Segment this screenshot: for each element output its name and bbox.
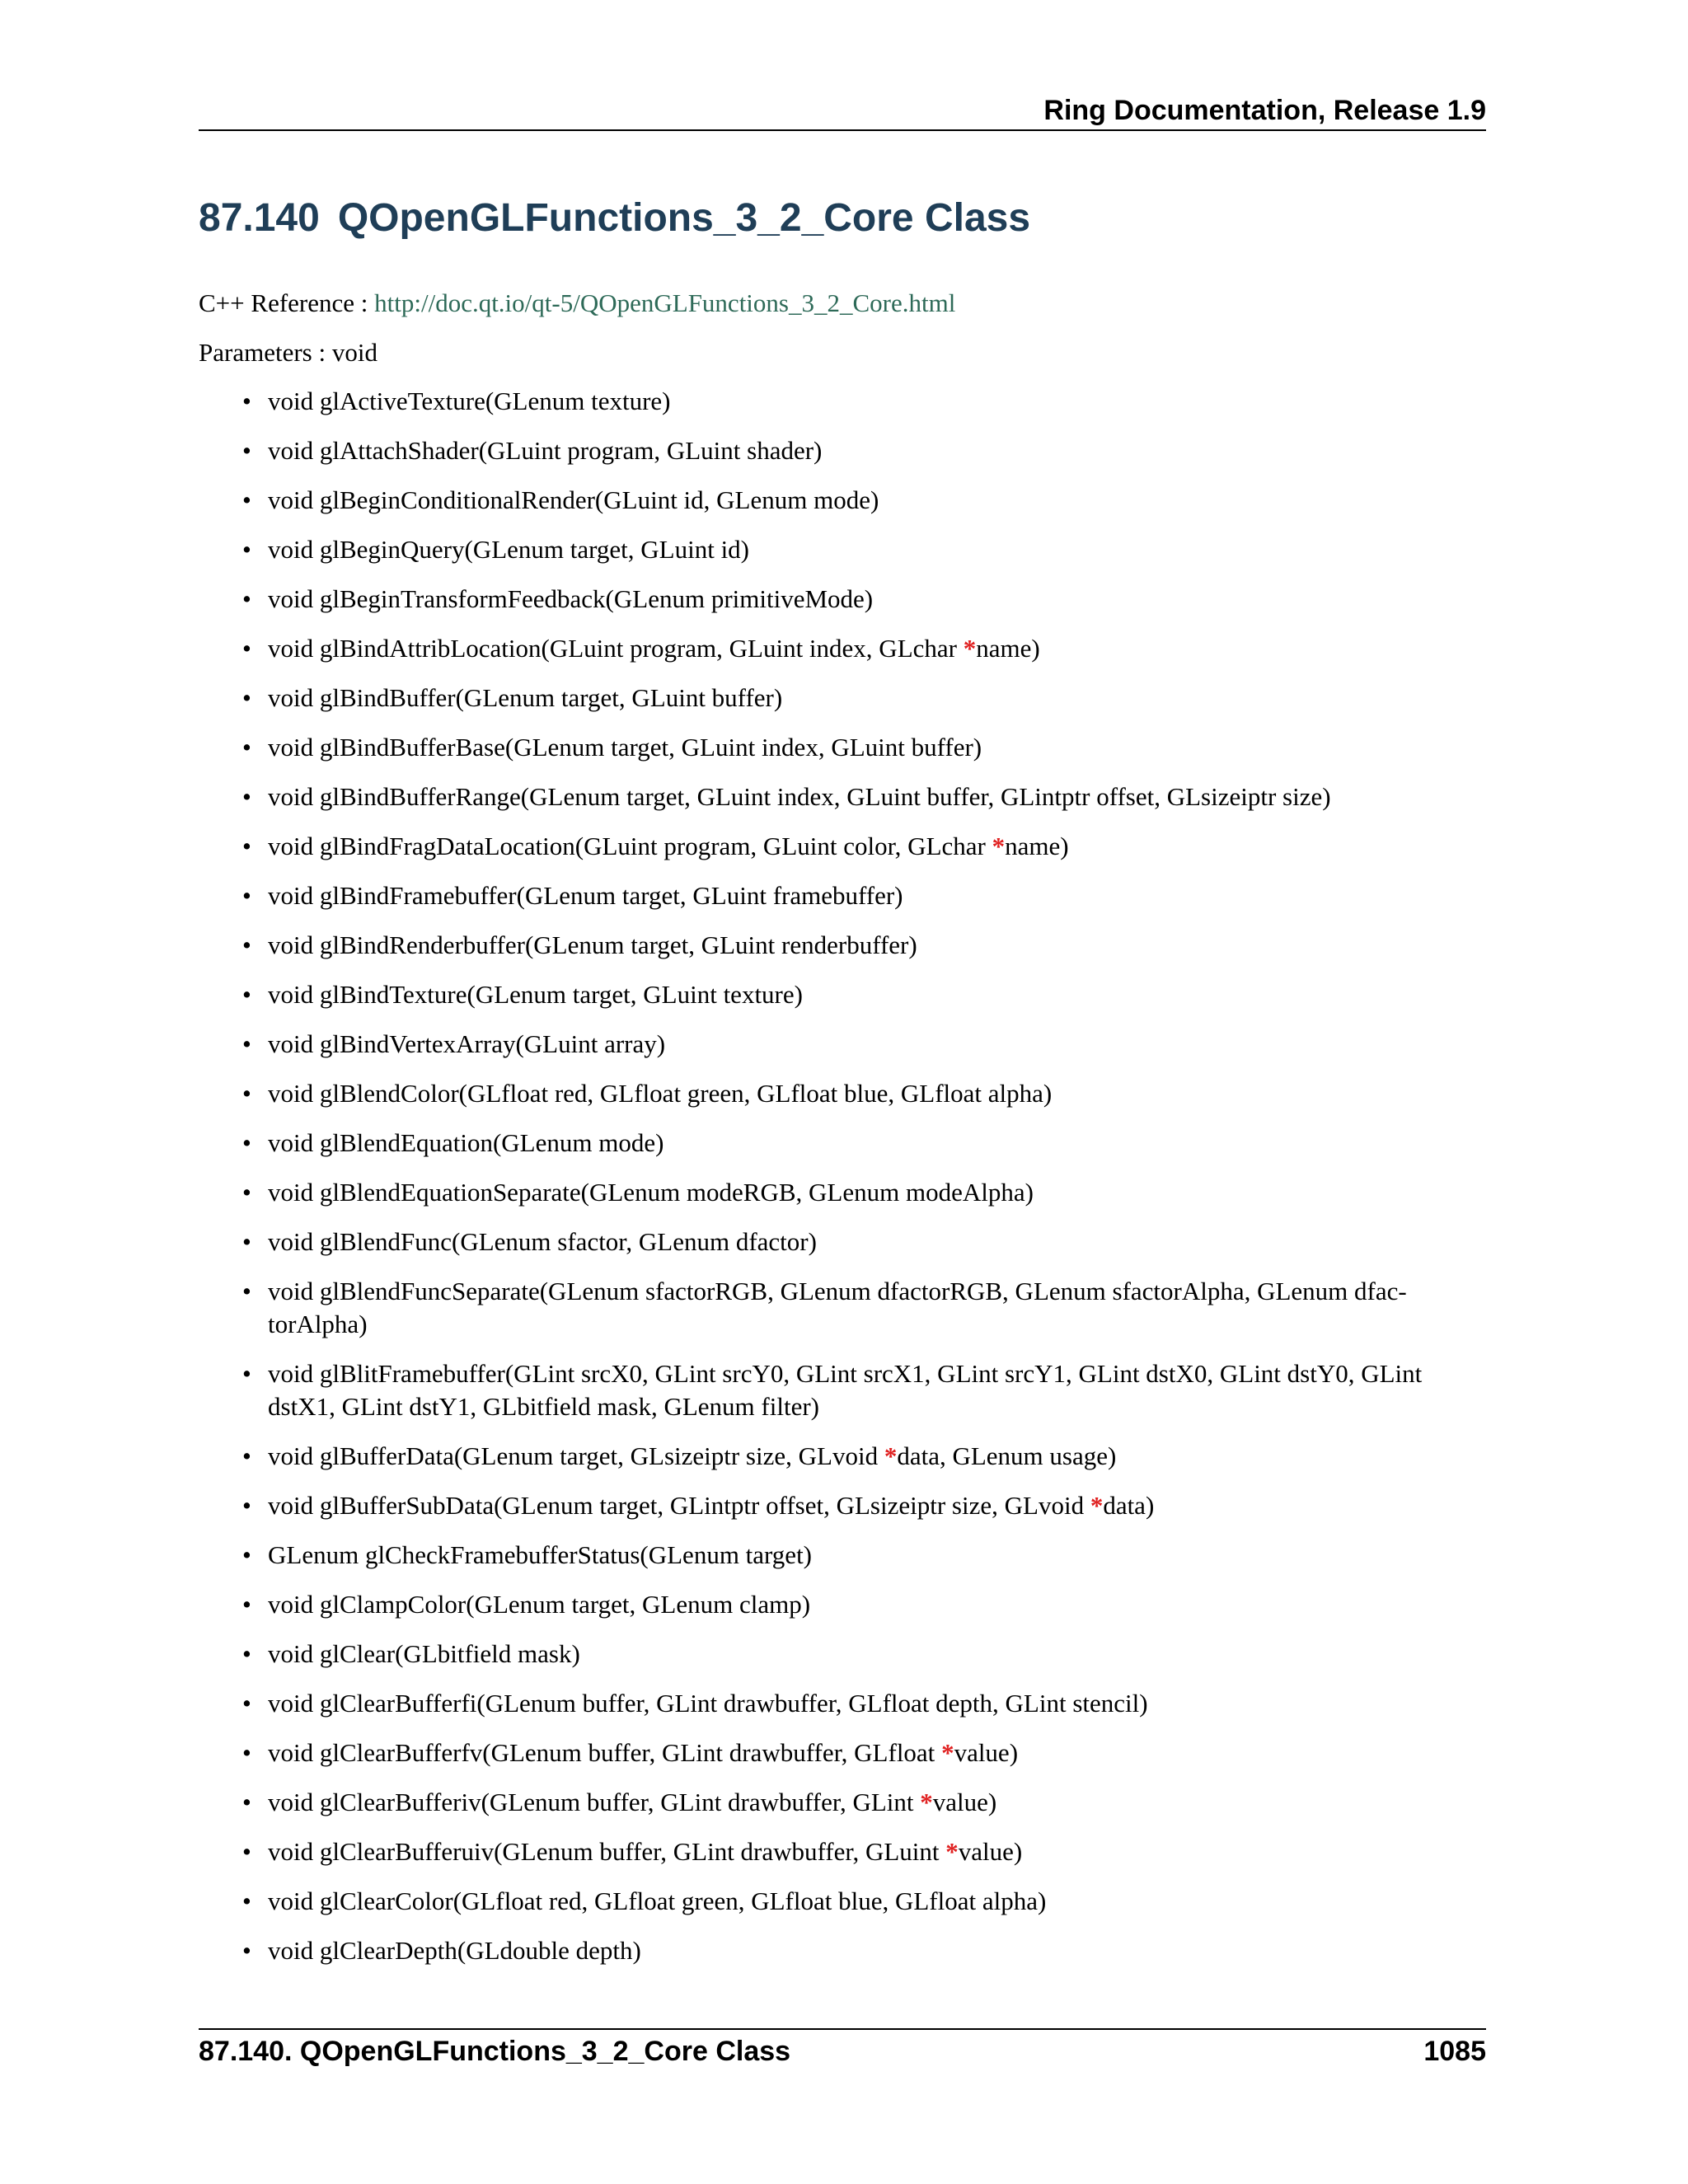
cpp-reference-label: C++ Reference :: [199, 288, 375, 317]
function-item: • void glBindBufferRange(GLenum target, GLuint index, GLuint buffer, GLintptr offset, GLsizeiptr size): [268, 780, 1488, 813]
pointer-asterisk: *: [963, 634, 977, 663]
pointer-asterisk: *: [884, 1441, 898, 1470]
function-item: • void glActiveTexture(GLenum texture): [268, 385, 1488, 418]
function-item: • void glBindFragDataLocation(GLuint program, GLuint color, GLchar *name): [268, 830, 1488, 863]
pointer-asterisk: *: [920, 1788, 933, 1816]
function-item: • void glBeginTransformFeedback(GLenum primitiveMode): [268, 583, 1488, 616]
function-item: • void glBindBufferBase(GLenum target, GLuint index, GLuint buffer): [268, 731, 1488, 764]
section-number: 87.140: [199, 196, 320, 240]
cpp-reference-line: [199, 287, 955, 320]
function-item: • void glBeginQuery(GLenum target, GLuint id): [268, 533, 1488, 566]
function-item: • void glClearBufferfi(GLenum buffer, GLint drawbuffer, GLfloat depth, GLint stencil): [268, 1687, 1488, 1720]
function-item: • void glClearBufferiv(GLenum buffer, GLint drawbuffer, GLint *value): [268, 1786, 1488, 1819]
section-title: QOpenGLFunctions_3_2_Core Class: [337, 196, 1031, 240]
function-item: • void glClampColor(GLenum target, GLenum clamp): [268, 1588, 1488, 1621]
function-item: • GLenum glCheckFramebufferStatus(GLenum target): [268, 1539, 1488, 1572]
function-item: • void glBlendEquation(GLenum mode): [268, 1127, 1488, 1160]
parameters-line: Parameters : void: [199, 338, 377, 367]
function-item: • void glBlitFramebuffer(GLint srcX0, GLint srcY0, GLint srcX1, GLint srcY1, GLint dstX0, GLint dstY0, GLint dstX1, GLint dstY1, GLbitfield mask, GLenum filter): [268, 1357, 1488, 1423]
function-item: • void glBlendFuncSeparate(GLenum sfactorRGB, GLenum dfactorRGB, GLenum sfactorAlpha, GLenum dfac-torAlpha): [268, 1275, 1488, 1341]
pointer-asterisk: *: [1090, 1491, 1104, 1520]
function-item: • void glClearColor(GLfloat red, GLfloat green, GLfloat blue, GLfloat alpha): [268, 1885, 1488, 1918]
function-item: • void glBlendFunc(GLenum sfactor, GLenum dfactor): [268, 1226, 1488, 1258]
page-number: 1085: [1423, 2036, 1486, 2067]
function-item: • void glBindRenderbuffer(GLenum target, GLuint renderbuffer): [268, 929, 1488, 962]
function-item: • void glBindAttribLocation(GLuint program, GLuint index, GLchar *name): [268, 632, 1488, 665]
function-item: • void glBindVertexArray(GLuint array): [268, 1028, 1488, 1061]
footer-rule: [199, 2028, 1486, 2030]
function-item: • void glBeginConditionalRender(GLuint id, GLenum mode): [268, 484, 1488, 517]
function-item: • void glBlendEquationSeparate(GLenum modeRGB, GLenum modeAlpha): [268, 1176, 1488, 1209]
function-item: • void glBufferSubData(GLenum target, GLintptr offset, GLsizeiptr size, GLvoid *data): [268, 1489, 1488, 1522]
function-item: • void glBufferData(GLenum target, GLsizeiptr size, GLvoid *data, GLenum usage): [268, 1440, 1488, 1473]
function-item: • void glBindTexture(GLenum target, GLuint texture): [268, 978, 1488, 1011]
running-header: Ring Documentation, Release 1.9: [1043, 95, 1486, 126]
function-item: • void glClearBufferuiv(GLenum buffer, GLint drawbuffer, GLuint *value): [268, 1835, 1488, 1868]
pointer-asterisk: *: [992, 832, 1006, 860]
function-item: • void glClear(GLbitfield mask): [268, 1638, 1488, 1671]
pointer-asterisk: *: [945, 1837, 959, 1866]
header-rule: [199, 129, 1486, 131]
function-item: • void glBindBuffer(GLenum target, GLuint buffer): [268, 682, 1488, 715]
function-item: • void glBlendColor(GLfloat red, GLfloat green, GLfloat blue, GLfloat alpha): [268, 1077, 1488, 1110]
function-item: • void glAttachShader(GLuint program, GLuint shader): [268, 434, 1488, 467]
cpp-reference-link[interactable]: http://doc.qt.io/qt-5/QOpenGLFunctions_3_2_Core.html: [374, 288, 956, 317]
function-item: • void glBindFramebuffer(GLenum target, GLuint framebuffer): [268, 879, 1488, 912]
section-heading: [199, 190, 1030, 247]
footer-section-label: 87.140. QOpenGLFunctions_3_2_Core Class: [199, 2036, 791, 2067]
pointer-asterisk: *: [941, 1738, 954, 1767]
function-item: • void glClearBufferfv(GLenum buffer, GLint drawbuffer, GLfloat *value): [268, 1736, 1488, 1769]
function-item: • void glClearDepth(GLdouble depth): [268, 1934, 1488, 1967]
